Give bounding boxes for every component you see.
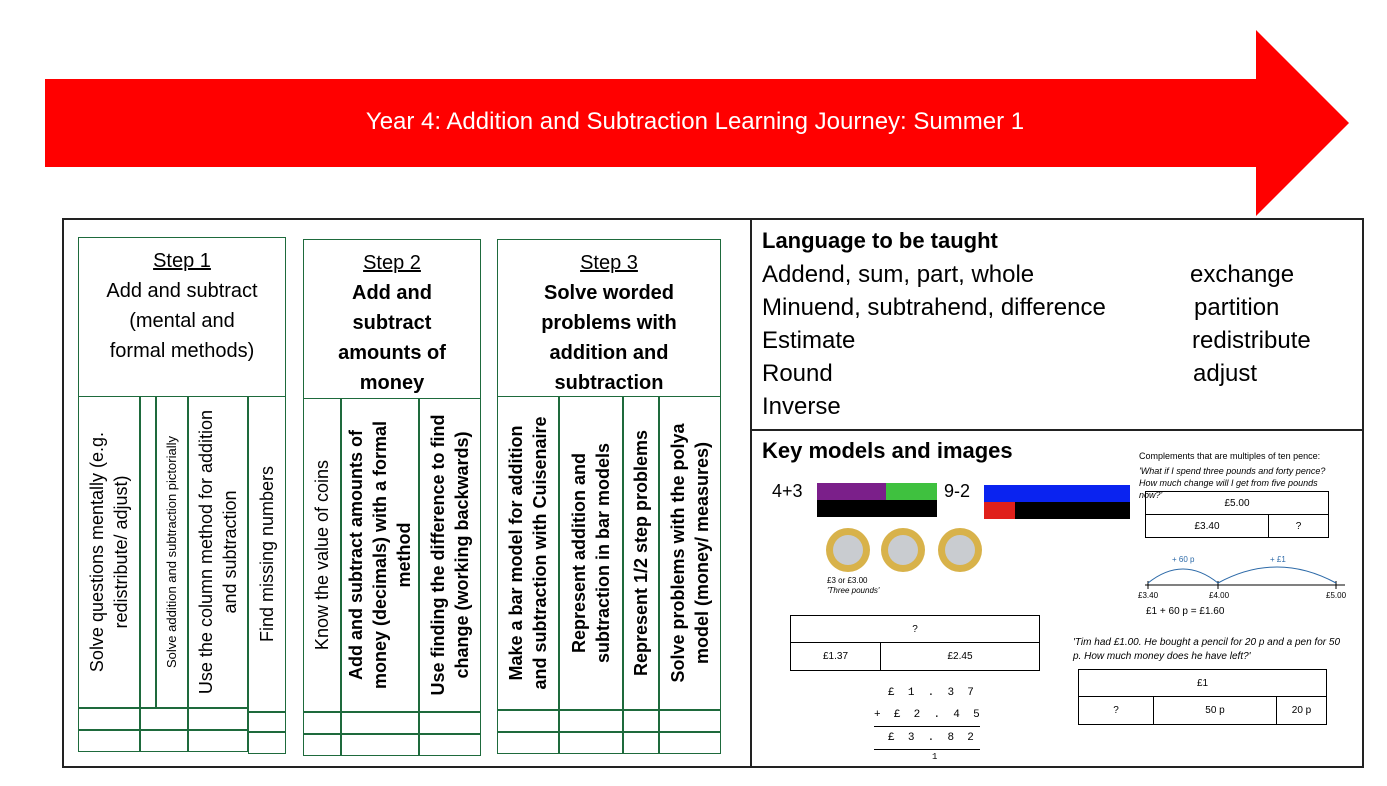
jump-label: + 60 p — [1172, 555, 1195, 564]
step3-header — [497, 239, 721, 397]
step3-column — [497, 396, 559, 710]
step3-subtitle-line: Solve worded — [543, 282, 675, 304]
language-term: Minuend, subtrahend, difference — [762, 294, 1106, 321]
green-rod — [886, 483, 937, 500]
bar-whole: £5.00 — [1145, 491, 1329, 515]
black-rod — [1015, 502, 1130, 519]
step2-subtitle-line: money — [359, 372, 425, 394]
step3-column-text: Make a bar model for addition and subtraction with Cuisenaire — [506, 416, 550, 690]
step1-column — [248, 396, 286, 712]
step1-column-text: Solve questions mentally (e.g. redistribute/ adjust) — [87, 431, 131, 673]
numberline-label: £4.00 — [1209, 591, 1230, 600]
table-cell — [419, 734, 481, 756]
bar-unknown: ? — [1268, 514, 1329, 538]
step3-subtitle-line: addition and — [549, 342, 669, 364]
bar-whole: £1 — [1078, 669, 1327, 697]
bar-part: £2.45 — [880, 642, 1040, 671]
bar-part: 20 p — [1276, 696, 1327, 725]
step1-subtitle-line: formal methods) — [109, 340, 255, 362]
step3-column — [623, 396, 659, 710]
digit: . — [927, 732, 935, 744]
table-cell — [497, 732, 559, 754]
language-term: Estimate — [762, 327, 856, 354]
purple-rod — [817, 483, 886, 500]
vertical-divider — [750, 218, 752, 768]
digit: . — [927, 687, 935, 699]
step2-column-text: Use finding the difference to find change (working backwards) — [428, 414, 472, 696]
step2-subtitle-line: subtract — [352, 312, 432, 334]
table-cell — [559, 710, 623, 732]
step3-column — [559, 396, 623, 710]
digit: 3 — [907, 732, 915, 744]
step1-column-spacer — [140, 396, 156, 708]
bar-part: £1.37 — [790, 642, 881, 671]
step2-column — [303, 398, 341, 712]
table-cell — [341, 734, 419, 756]
step2-column-text: Know the value of coins — [312, 459, 332, 651]
bar-unknown: ? — [1078, 696, 1154, 725]
step2-column — [419, 398, 481, 712]
coin-caption: 'Three pounds' — [827, 586, 880, 595]
language-term: partition — [1194, 294, 1280, 321]
step3-column — [659, 396, 721, 710]
step1-column — [78, 396, 140, 708]
step1-header — [78, 237, 286, 397]
language-term: Addend, sum, part, whole — [762, 261, 1035, 288]
digit: 3 — [947, 687, 955, 699]
table-cell — [341, 712, 419, 734]
jump-label: + £1 — [1270, 555, 1286, 564]
numberline-label: £3.40 — [1138, 591, 1159, 600]
table-cell — [419, 712, 481, 734]
step2-subtitle-line: Add and — [352, 282, 432, 304]
table-cell — [188, 708, 248, 730]
numberline-label: £5.00 — [1326, 591, 1347, 600]
language-term: redistribute — [1192, 327, 1311, 354]
coins-image — [822, 526, 987, 576]
complements-title: Complements that are multiples of ten pence: — [1139, 451, 1321, 461]
table-cell — [623, 732, 659, 754]
digit: 7 — [967, 687, 974, 699]
step3-heading: Step 3 — [580, 252, 638, 274]
step3-column-text: Represent addition and subtraction in bar models — [569, 442, 613, 664]
language-term: adjust — [1193, 360, 1258, 387]
blue-rod — [984, 485, 1130, 502]
step1-column-text: Find missing numbers — [257, 465, 277, 643]
digit: 1 — [907, 687, 915, 699]
step1-column — [156, 396, 188, 708]
digit: 2 — [967, 732, 974, 744]
language-term: Round — [762, 360, 833, 387]
step1-column-text: Solve addition and subtraction pictorially — [164, 436, 179, 668]
step2-subtitle-line: amounts of — [338, 342, 446, 364]
table-cell — [140, 708, 188, 730]
step1-subtitle-line: (mental and — [129, 310, 235, 332]
table-cell — [140, 730, 188, 752]
step1-subtitle-line: Add and subtract — [106, 280, 258, 302]
step1-column-text: Use the column method for addition and subtraction — [196, 409, 240, 695]
numberline-equation: £1 + 60 p = £1.60 — [1146, 606, 1225, 617]
table-cell — [303, 712, 341, 734]
digit: £ — [893, 709, 901, 721]
red-rod — [984, 502, 1015, 519]
page-title: Year 4: Addition and Subtraction Learning Journey: Summer 1 — [365, 108, 1025, 135]
bar-whole: ? — [790, 615, 1040, 643]
table-cell — [497, 710, 559, 732]
step3-subtitle-line: problems with — [541, 312, 677, 334]
language-term: Inverse — [762, 393, 841, 420]
coin-caption: £3 or £3.00 — [827, 576, 868, 585]
digit: 4 — [953, 709, 960, 721]
step1-column — [188, 396, 248, 708]
horizontal-divider — [750, 429, 1364, 431]
models-heading: Key models and images — [762, 438, 1013, 463]
step2-heading: Step 2 — [363, 252, 421, 274]
step2-column — [341, 398, 419, 712]
table-cell — [188, 730, 248, 752]
step2-column-text: Add and subtract amounts of money (decimals) with a formal method — [346, 420, 414, 690]
step3-subtitle-line: subtraction — [554, 372, 664, 394]
digit: 5 — [973, 709, 980, 721]
digit: + — [874, 709, 881, 721]
table-cell — [78, 730, 140, 752]
digit: £ — [888, 687, 895, 699]
language-term: exchange — [1190, 261, 1295, 288]
table-cell — [659, 710, 721, 732]
tim-question: 'Tim had £1.00. He bought a pencil for 20 p and a pen for 50 p. How much money does he have left?' — [1073, 637, 1341, 662]
step3-column-text: Solve problems with the polya model (money/ measures) — [668, 423, 712, 683]
digit: 2 — [913, 709, 921, 721]
table-cell — [248, 712, 286, 732]
step2-header — [303, 239, 481, 399]
step1-heading: Step 1 — [153, 250, 211, 272]
language-heading: Language to be taught — [762, 228, 998, 253]
black-rod — [817, 500, 937, 517]
bar-part: £3.40 — [1145, 514, 1269, 538]
complements-question: 'What if I spend three pounds and forty pence? How much change will I get from five pounds now?' — [1139, 466, 1326, 500]
digit: 8 — [947, 732, 955, 744]
table-cell — [78, 708, 140, 730]
step3-column-text: Represent 1/2 step problems — [631, 429, 651, 677]
table-cell — [623, 710, 659, 732]
bar-part: 50 p — [1153, 696, 1277, 725]
digit: £ — [888, 732, 895, 744]
table-cell — [659, 732, 721, 754]
expression-9-minus-2: 9-2 — [944, 481, 971, 501]
table-cell — [248, 732, 286, 754]
carry-digit: 1 — [932, 752, 938, 762]
table-cell — [559, 732, 623, 754]
column-addition — [874, 682, 980, 764]
expression-4-plus-3: 4+3 — [772, 481, 803, 501]
table-cell — [303, 734, 341, 756]
digit: . — [933, 709, 941, 721]
